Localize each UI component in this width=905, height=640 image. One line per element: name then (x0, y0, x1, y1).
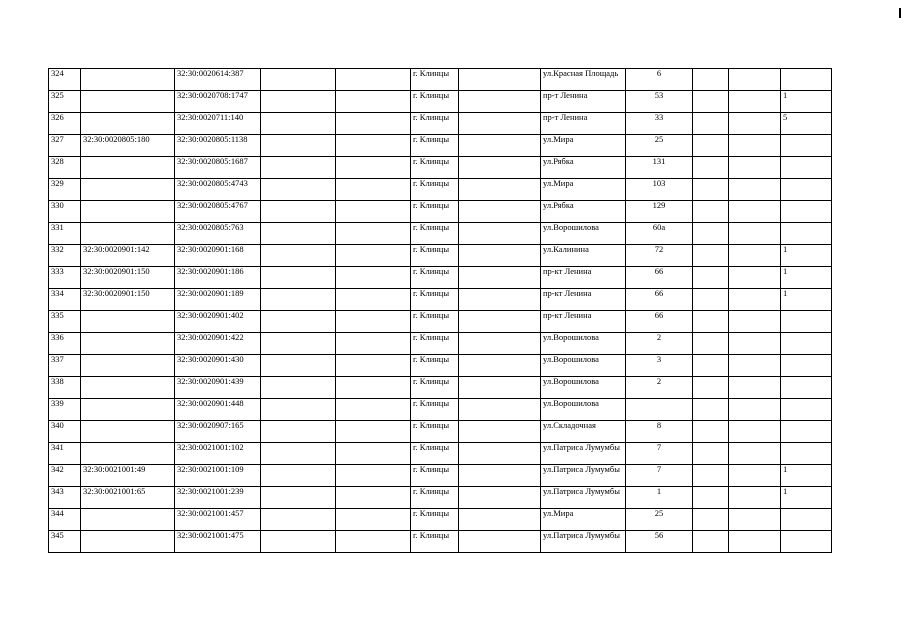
floors-cell: 1 (781, 91, 832, 113)
empty-cell (729, 509, 781, 531)
table-row (49, 135, 832, 157)
cadastral-number-cell: 32:30:0020907:165 (175, 421, 261, 443)
empty-cell (336, 355, 411, 377)
street-cell: ул.Патриса Лумумбы (541, 531, 626, 553)
house-number-cell: 53 (626, 91, 693, 113)
empty-cell (693, 509, 729, 531)
house-number-cell: 103 (626, 179, 693, 201)
empty-cell (729, 69, 781, 91)
empty-cell (459, 421, 541, 443)
house-number-cell: 131 (626, 157, 693, 179)
empty-cell (336, 465, 411, 487)
empty-cell (261, 465, 336, 487)
parent-cadastral-cell (81, 311, 175, 333)
parent-cadastral-cell (81, 157, 175, 179)
empty-cell (261, 179, 336, 201)
empty-cell (459, 201, 541, 223)
empty-cell (693, 465, 729, 487)
locality-cell: г. Клинцы (411, 179, 459, 201)
house-number-cell: 2 (626, 333, 693, 355)
empty-cell (336, 157, 411, 179)
parent-cadastral-cell (81, 333, 175, 355)
house-number-cell: 66 (626, 311, 693, 333)
empty-cell (459, 157, 541, 179)
empty-cell (729, 245, 781, 267)
empty-cell (459, 487, 541, 509)
cadastral-number-cell: 32:30:0020805:1138 (175, 135, 261, 157)
empty-cell (693, 135, 729, 157)
locality-cell: г. Клинцы (411, 91, 459, 113)
table-row (49, 509, 832, 531)
floors-cell: 1 (781, 487, 832, 509)
empty-cell (261, 487, 336, 509)
street-cell: ул.Патриса Лумумбы (541, 443, 626, 465)
street-cell: пр-кт Ленина (541, 311, 626, 333)
locality-cell: г. Клинцы (411, 201, 459, 223)
empty-cell (729, 355, 781, 377)
house-number-cell: 66 (626, 289, 693, 311)
empty-cell (729, 179, 781, 201)
table-row (49, 91, 832, 113)
table-row (49, 421, 832, 443)
empty-cell (261, 113, 336, 135)
table-row (49, 377, 832, 399)
table-row (49, 289, 832, 311)
empty-cell (261, 333, 336, 355)
cadastral-number-cell: 32:30:0021001:239 (175, 487, 261, 509)
house-number-cell: 25 (626, 135, 693, 157)
table-row (49, 399, 832, 421)
empty-cell (693, 399, 729, 421)
parent-cadastral-cell: 32:30:0020805:180 (81, 135, 175, 157)
row-number-cell: 341 (49, 443, 81, 465)
house-number-cell: 6 (626, 69, 693, 91)
empty-cell (729, 487, 781, 509)
table-row (49, 311, 832, 333)
cadastral-number-cell: 32:30:0020901:402 (175, 311, 261, 333)
row-number-cell: 327 (49, 135, 81, 157)
page-edge-mark (899, 8, 901, 18)
empty-cell (261, 355, 336, 377)
table-row (49, 157, 832, 179)
empty-cell (336, 531, 411, 553)
cadastral-number-cell: 32:30:0020805:1687 (175, 157, 261, 179)
locality-cell: г. Клинцы (411, 377, 459, 399)
cadastral-number-cell: 32:30:0021001:457 (175, 509, 261, 531)
street-cell: ул.Мира (541, 179, 626, 201)
row-number-cell: 326 (49, 113, 81, 135)
empty-cell (261, 289, 336, 311)
house-number-cell: 7 (626, 465, 693, 487)
locality-cell: г. Клинцы (411, 157, 459, 179)
row-number-cell: 340 (49, 421, 81, 443)
empty-cell (693, 377, 729, 399)
cadastral-number-cell: 32:30:0020805:4743 (175, 179, 261, 201)
empty-cell (336, 377, 411, 399)
empty-cell (336, 421, 411, 443)
empty-cell (459, 91, 541, 113)
floors-cell (781, 333, 832, 355)
floors-cell: 1 (781, 245, 832, 267)
parent-cadastral-cell: 32:30:0020901:150 (81, 267, 175, 289)
empty-cell (336, 223, 411, 245)
empty-cell (459, 179, 541, 201)
parent-cadastral-cell: 32:30:0021001:49 (81, 465, 175, 487)
house-number-cell: 1 (626, 487, 693, 509)
row-number-cell: 343 (49, 487, 81, 509)
street-cell: ул.Ворошилова (541, 399, 626, 421)
row-number-cell: 337 (49, 355, 81, 377)
floors-cell (781, 223, 832, 245)
locality-cell: г. Клинцы (411, 311, 459, 333)
floors-cell (781, 355, 832, 377)
empty-cell (261, 223, 336, 245)
locality-cell: г. Клинцы (411, 531, 459, 553)
locality-cell: г. Клинцы (411, 113, 459, 135)
table-row (49, 223, 832, 245)
locality-cell: г. Клинцы (411, 355, 459, 377)
table-row (49, 443, 832, 465)
empty-cell (729, 223, 781, 245)
street-cell: пр-кт Ленина (541, 289, 626, 311)
empty-cell (336, 179, 411, 201)
row-number-cell: 339 (49, 399, 81, 421)
empty-cell (336, 245, 411, 267)
parent-cadastral-cell: 32:30:0021001:65 (81, 487, 175, 509)
locality-cell: г. Клинцы (411, 487, 459, 509)
floors-cell: 1 (781, 267, 832, 289)
floors-cell (781, 69, 832, 91)
row-number-cell: 336 (49, 333, 81, 355)
empty-cell (336, 69, 411, 91)
street-cell: ул.Патриса Лумумбы (541, 487, 626, 509)
house-number-cell: 60а (626, 223, 693, 245)
street-cell: ул.Ворошилова (541, 355, 626, 377)
empty-cell (336, 201, 411, 223)
empty-cell (729, 421, 781, 443)
cadastral-number-cell: 32:30:0020901:439 (175, 377, 261, 399)
floors-cell (781, 421, 832, 443)
empty-cell (693, 201, 729, 223)
cadastral-number-cell: 32:30:0020901:448 (175, 399, 261, 421)
locality-cell: г. Клинцы (411, 267, 459, 289)
empty-cell (261, 267, 336, 289)
empty-cell (693, 355, 729, 377)
parent-cadastral-cell (81, 69, 175, 91)
table-row (49, 333, 832, 355)
floors-cell (781, 201, 832, 223)
row-number-cell: 325 (49, 91, 81, 113)
street-cell: ул.Рябка (541, 157, 626, 179)
empty-cell (261, 509, 336, 531)
locality-cell: г. Клинцы (411, 223, 459, 245)
empty-cell (459, 113, 541, 135)
table-row (49, 487, 832, 509)
cadastral-number-cell: 32:30:0020708:1747 (175, 91, 261, 113)
locality-cell: г. Клинцы (411, 333, 459, 355)
parent-cadastral-cell (81, 443, 175, 465)
locality-cell: г. Клинцы (411, 289, 459, 311)
empty-cell (729, 135, 781, 157)
table-row (49, 531, 832, 553)
cadastral-number-cell: 32:30:0020901:430 (175, 355, 261, 377)
empty-cell (459, 443, 541, 465)
empty-cell (261, 135, 336, 157)
cadastral-number-cell: 32:30:0020901:189 (175, 289, 261, 311)
empty-cell (261, 377, 336, 399)
empty-cell (261, 421, 336, 443)
empty-cell (693, 69, 729, 91)
street-cell: ул.Патриса Лумумбы (541, 465, 626, 487)
empty-cell (459, 135, 541, 157)
cadastral-number-cell: 32:30:0021001:109 (175, 465, 261, 487)
empty-cell (336, 333, 411, 355)
empty-cell (729, 267, 781, 289)
floors-cell (781, 179, 832, 201)
empty-cell (336, 443, 411, 465)
empty-cell (336, 289, 411, 311)
empty-cell (459, 223, 541, 245)
floors-cell: 5 (781, 113, 832, 135)
parent-cadastral-cell (81, 377, 175, 399)
empty-cell (459, 509, 541, 531)
empty-cell (729, 399, 781, 421)
floors-cell (781, 377, 832, 399)
empty-cell (459, 267, 541, 289)
row-number-cell: 342 (49, 465, 81, 487)
house-number-cell: 25 (626, 509, 693, 531)
empty-cell (336, 91, 411, 113)
floors-cell (781, 531, 832, 553)
empty-cell (459, 245, 541, 267)
empty-cell (261, 443, 336, 465)
parent-cadastral-cell (81, 399, 175, 421)
cadastral-number-cell: 32:30:0021001:102 (175, 443, 261, 465)
empty-cell (693, 531, 729, 553)
floors-cell: 1 (781, 465, 832, 487)
floors-cell (781, 509, 832, 531)
house-number-cell: 72 (626, 245, 693, 267)
cadastral-number-cell: 32:30:0020901:186 (175, 267, 261, 289)
empty-cell (261, 245, 336, 267)
empty-cell (729, 289, 781, 311)
street-cell: пр-т Ленина (541, 91, 626, 113)
floors-cell (781, 311, 832, 333)
empty-cell (336, 509, 411, 531)
empty-cell (261, 69, 336, 91)
row-number-cell: 332 (49, 245, 81, 267)
table-row (49, 245, 832, 267)
street-cell: пр-кт Ленина (541, 267, 626, 289)
empty-cell (459, 465, 541, 487)
house-number-cell: 3 (626, 355, 693, 377)
house-number-cell: 7 (626, 443, 693, 465)
house-number-cell: 66 (626, 267, 693, 289)
empty-cell (693, 157, 729, 179)
empty-cell (729, 201, 781, 223)
cadastral-number-cell: 32:30:0020805:4767 (175, 201, 261, 223)
empty-cell (261, 157, 336, 179)
empty-cell (693, 289, 729, 311)
empty-cell (693, 487, 729, 509)
empty-cell (459, 333, 541, 355)
empty-cell (459, 311, 541, 333)
floors-cell (781, 443, 832, 465)
floors-cell (781, 399, 832, 421)
row-number-cell: 335 (49, 311, 81, 333)
row-number-cell: 334 (49, 289, 81, 311)
table-row (49, 69, 832, 91)
empty-cell (336, 311, 411, 333)
empty-cell (693, 245, 729, 267)
empty-cell (261, 531, 336, 553)
empty-cell (729, 157, 781, 179)
empty-cell (459, 531, 541, 553)
empty-cell (729, 333, 781, 355)
street-cell: ул.Рябка (541, 201, 626, 223)
empty-cell (729, 91, 781, 113)
empty-cell (336, 267, 411, 289)
empty-cell (261, 91, 336, 113)
empty-cell (336, 135, 411, 157)
parent-cadastral-cell: 32:30:0020901:142 (81, 245, 175, 267)
empty-cell (336, 113, 411, 135)
house-number-cell: 2 (626, 377, 693, 399)
empty-cell (459, 399, 541, 421)
empty-cell (729, 465, 781, 487)
parent-cadastral-cell (81, 531, 175, 553)
row-number-cell: 329 (49, 179, 81, 201)
empty-cell (693, 179, 729, 201)
empty-cell (693, 91, 729, 113)
empty-cell (693, 267, 729, 289)
parent-cadastral-cell (81, 509, 175, 531)
row-number-cell: 345 (49, 531, 81, 553)
table-row (49, 113, 832, 135)
street-cell: ул.Ворошилова (541, 223, 626, 245)
cadastral-number-cell: 32:30:0020614:387 (175, 69, 261, 91)
street-cell: ул.Мира (541, 509, 626, 531)
cadastral-number-cell: 32:30:0020901:168 (175, 245, 261, 267)
table-row (49, 179, 832, 201)
cadastral-number-cell: 32:30:0021001:475 (175, 531, 261, 553)
locality-cell: г. Клинцы (411, 509, 459, 531)
locality-cell: г. Клинцы (411, 245, 459, 267)
empty-cell (336, 487, 411, 509)
parent-cadastral-cell (81, 201, 175, 223)
street-cell: ул.Ворошилова (541, 333, 626, 355)
locality-cell: г. Клинцы (411, 399, 459, 421)
floors-cell: 1 (781, 289, 832, 311)
cadastral-number-cell: 32:30:0020711:140 (175, 113, 261, 135)
floors-cell (781, 157, 832, 179)
row-number-cell: 330 (49, 201, 81, 223)
empty-cell (693, 113, 729, 135)
locality-cell: г. Клинцы (411, 135, 459, 157)
street-cell: ул.Красная Площадь (541, 69, 626, 91)
empty-cell (729, 531, 781, 553)
house-number-cell (626, 399, 693, 421)
row-number-cell: 328 (49, 157, 81, 179)
table-row (49, 201, 832, 223)
empty-cell (261, 399, 336, 421)
row-number-cell: 333 (49, 267, 81, 289)
row-number-cell: 338 (49, 377, 81, 399)
street-cell: ул.Мира (541, 135, 626, 157)
empty-cell (693, 223, 729, 245)
row-number-cell: 324 (49, 69, 81, 91)
locality-cell: г. Клинцы (411, 465, 459, 487)
empty-cell (729, 443, 781, 465)
parent-cadastral-cell (81, 91, 175, 113)
empty-cell (693, 443, 729, 465)
parent-cadastral-cell (81, 179, 175, 201)
locality-cell: г. Клинцы (411, 69, 459, 91)
floors-cell (781, 135, 832, 157)
empty-cell (729, 377, 781, 399)
table-row (49, 465, 832, 487)
house-number-cell: 56 (626, 531, 693, 553)
empty-cell (693, 421, 729, 443)
parent-cadastral-cell: 32:30:0020901:150 (81, 289, 175, 311)
locality-cell: г. Клинцы (411, 443, 459, 465)
house-number-cell: 129 (626, 201, 693, 223)
empty-cell (459, 69, 541, 91)
empty-cell (693, 333, 729, 355)
row-number-cell: 331 (49, 223, 81, 245)
house-number-cell: 8 (626, 421, 693, 443)
empty-cell (336, 399, 411, 421)
street-cell: ул.Ворошилова (541, 377, 626, 399)
empty-cell (693, 311, 729, 333)
empty-cell (459, 289, 541, 311)
empty-cell (261, 311, 336, 333)
locality-cell: г. Клинцы (411, 421, 459, 443)
parent-cadastral-cell (81, 223, 175, 245)
parent-cadastral-cell (81, 113, 175, 135)
street-cell: ул.Калинина (541, 245, 626, 267)
house-number-cell: 33 (626, 113, 693, 135)
table-row (49, 355, 832, 377)
street-cell: пр-т Ленина (541, 113, 626, 135)
registry-rows (49, 69, 832, 553)
street-cell: ул.Складочная (541, 421, 626, 443)
registry-table (48, 68, 832, 553)
empty-cell (729, 113, 781, 135)
parent-cadastral-cell (81, 355, 175, 377)
empty-cell (459, 355, 541, 377)
cadastral-number-cell: 32:30:0020805:763 (175, 223, 261, 245)
empty-cell (459, 377, 541, 399)
empty-cell (729, 311, 781, 333)
empty-cell (261, 201, 336, 223)
table-row (49, 267, 832, 289)
row-number-cell: 344 (49, 509, 81, 531)
cadastral-number-cell: 32:30:0020901:422 (175, 333, 261, 355)
parent-cadastral-cell (81, 421, 175, 443)
